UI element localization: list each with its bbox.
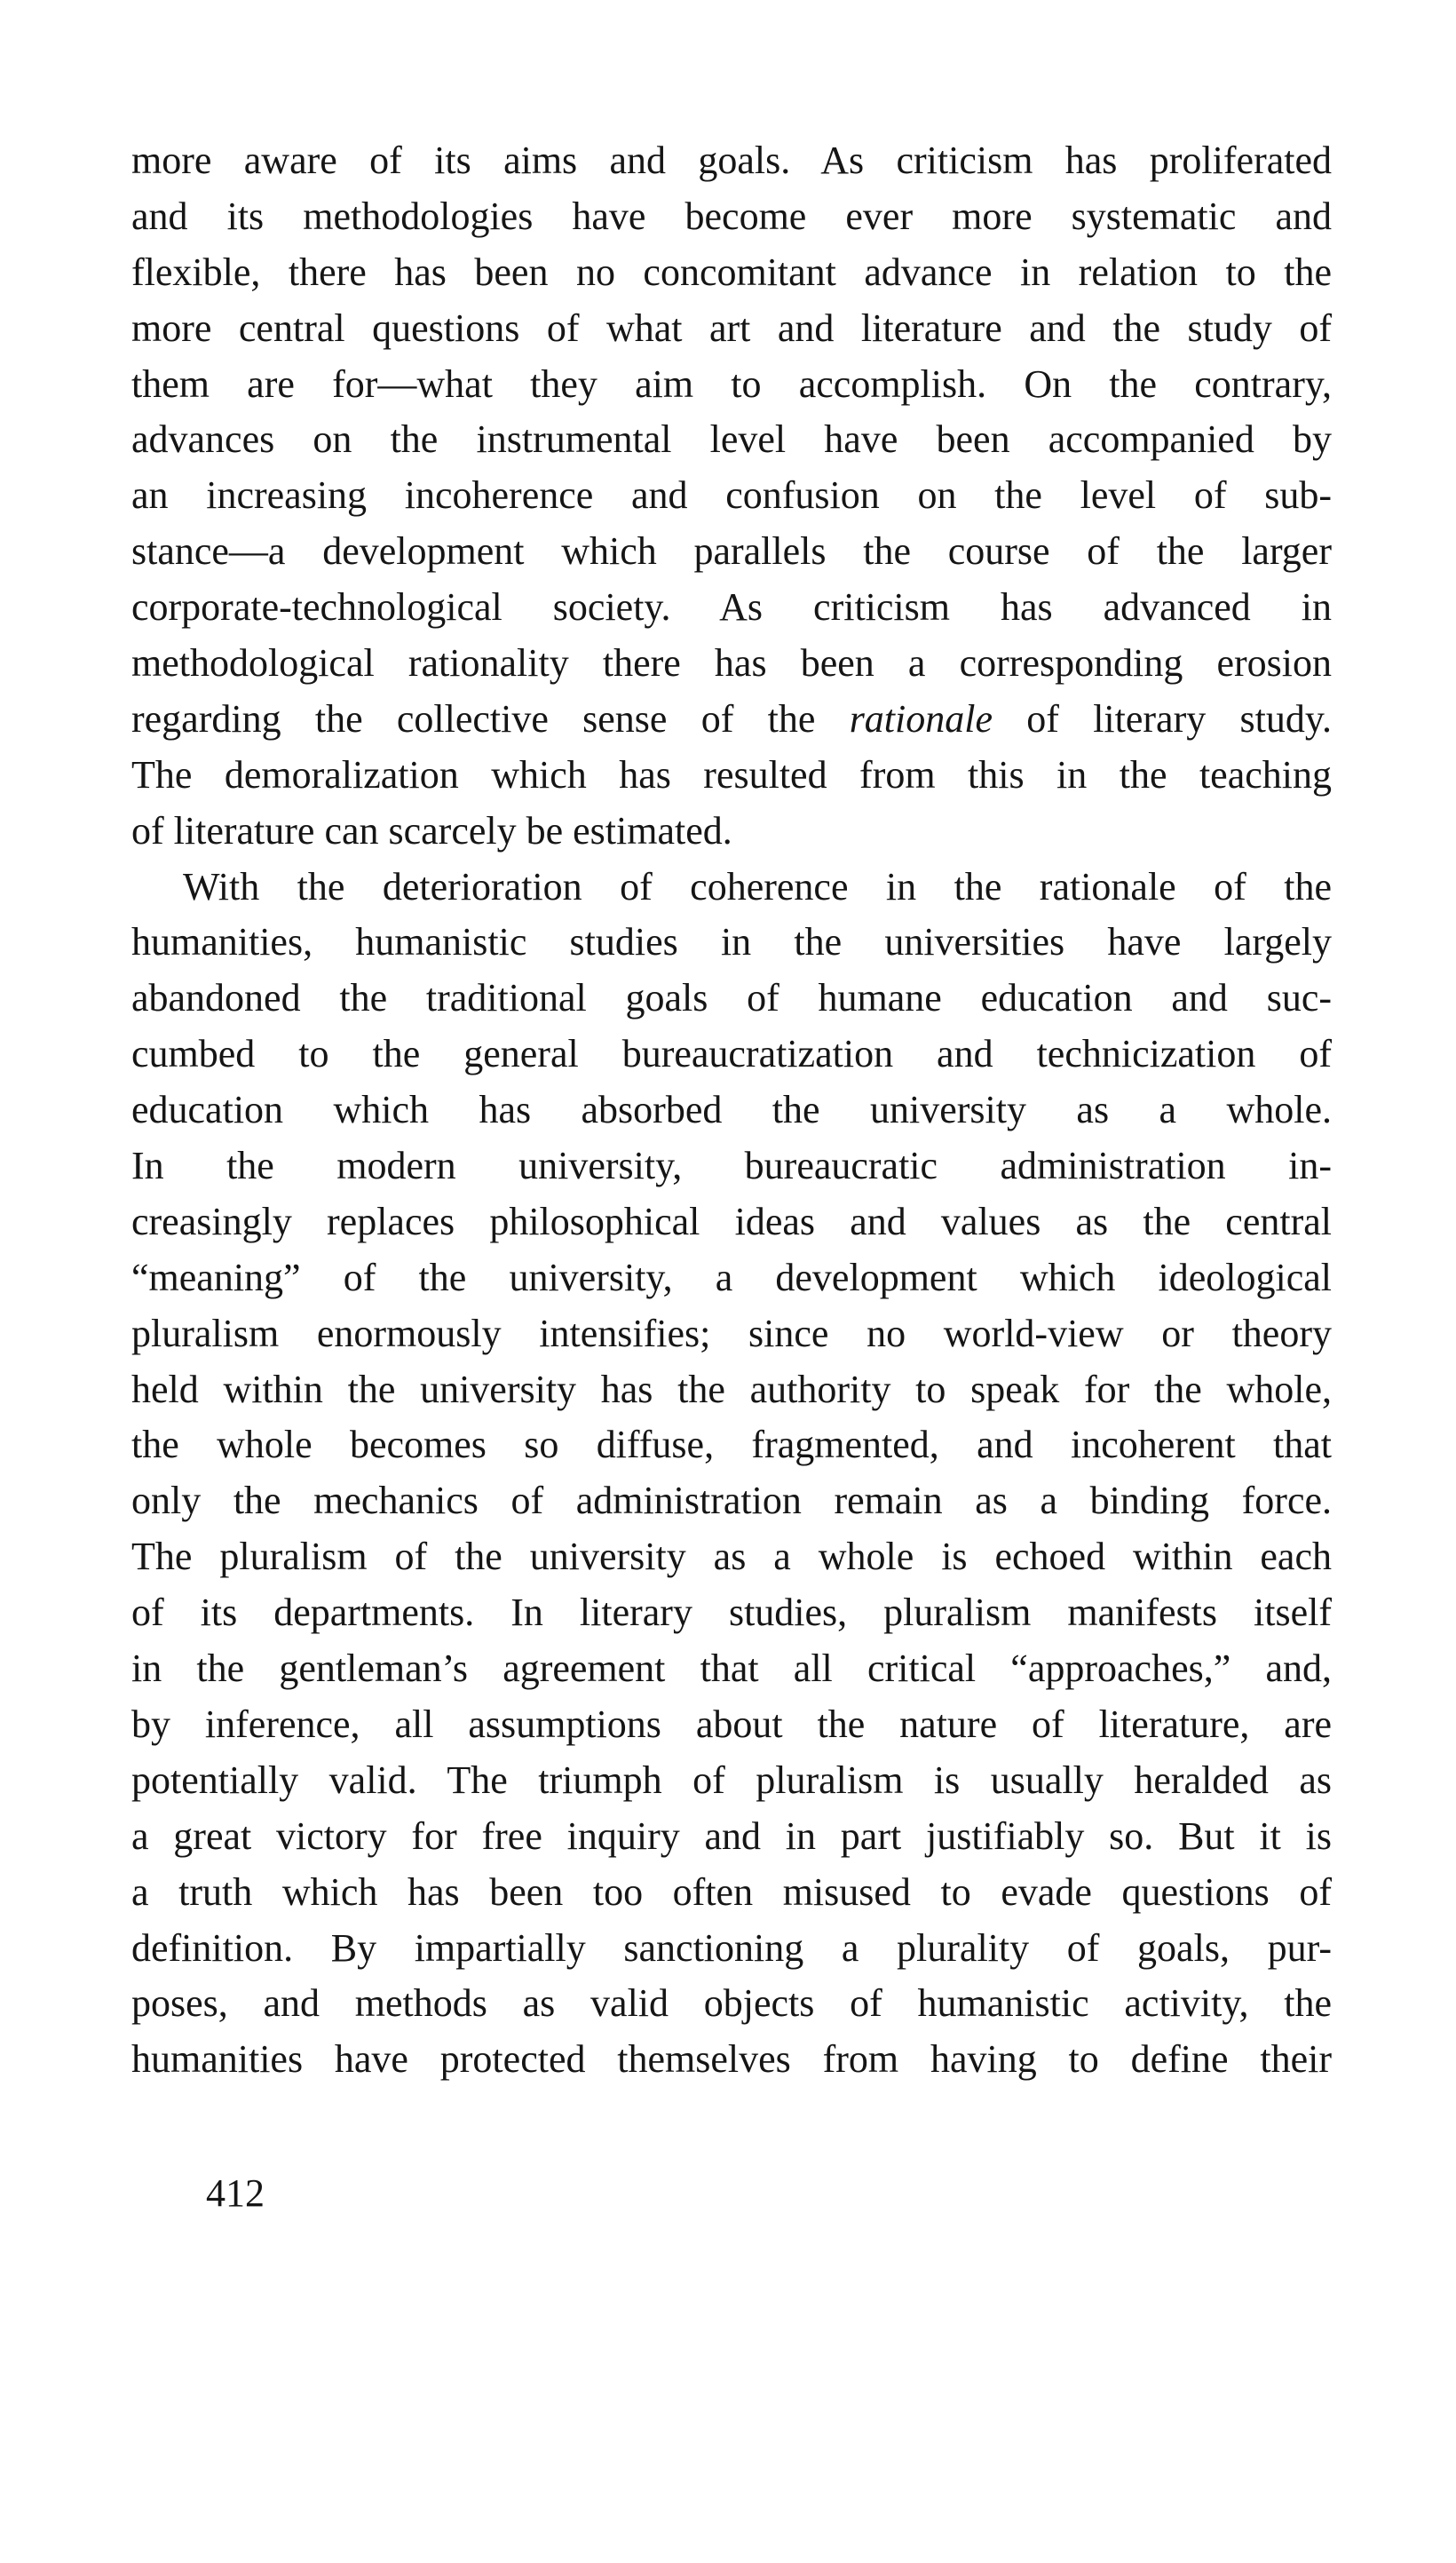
text-line: a truth which has been too often misused to evade questions of (131, 1869, 1332, 1914)
text-line: potentially valid. The triumph of pluralism is usually heralded as (131, 1758, 1332, 1802)
text-line: and its methodologies have become ever more systematic and (131, 194, 1332, 238)
text-line: more aware of its aims and goals. As criticism has proliferated (131, 139, 1332, 182)
text-line: methodological rationality there has been a corresponding erosion (131, 641, 1332, 686)
text-line: poses, and methods as valid objects of humanistic activity, the (131, 1981, 1332, 2026)
body-text (131, 133, 1332, 2088)
text-line: in the gentleman’s agreement that all critical “approaches,” and, (131, 1647, 1332, 1691)
text-line: of literature can scarcely be estimated. (131, 808, 732, 853)
text-run: of literary study. (993, 696, 1332, 741)
text-line: With the deterioration of coherence in the rationale of the (183, 864, 1332, 909)
italic-term: rationale (849, 696, 993, 741)
text-line: cumbed to the general bureaucratization and technicization of (131, 1032, 1332, 1076)
text-line: In the modern university, bureaucratic administration in- (131, 1144, 1332, 1188)
text-line: humanities, humanistic studies in the universities have largely (131, 920, 1332, 964)
text-line (131, 692, 1332, 748)
text-line: education which has absorbed the university as a whole. (131, 1088, 1332, 1132)
text-line: pluralism enormously intensifies; since no world-view or theory (131, 1311, 1332, 1355)
text-line: creasingly replaces philosophical ideas and values as the central (131, 1199, 1332, 1243)
text-line: held within the university has the authority to speak for the whole, (131, 1367, 1332, 1411)
text-line: of its departments. In literary studies, pluralism manifests itself (131, 1591, 1332, 1635)
text-line: definition. By impartially sanctioning a plurality of goals, pur- (131, 1925, 1332, 1970)
text-line: an increasing incoherence and confusion on the level of sub- (131, 473, 1332, 518)
text-line: more central questions of what art and literature and the study of (131, 305, 1332, 350)
text-line: The pluralism of the university as a whole is echoed within each (131, 1535, 1332, 1579)
text-line: advances on the instrumental level have been accompanied by (131, 417, 1332, 462)
text-line: by inference, all assumptions about the nature of literature, are (131, 1702, 1332, 1746)
text-run: regarding the collective sense of the (131, 696, 850, 741)
text-line: only the mechanics of administration remain as a binding force. (131, 1479, 1332, 1523)
text-line: the whole becomes so diffuse, fragmented, and incoherent that (131, 1423, 1332, 1467)
text-line: corporate-technological society. As criticism has advanced in (131, 585, 1332, 630)
page-number: 412 (206, 2171, 265, 2215)
text-line: flexible, there has been no concomitant advance in relation to the (131, 250, 1332, 294)
text-line: “meaning” of the university, a development which ideological (131, 1255, 1332, 1299)
text-line: The demoralization which has resulted from this in the teaching (131, 752, 1332, 797)
text-line: a great victory for free inquiry and in part justifiably so. But it is (131, 1813, 1332, 1858)
text-line: abandoned the traditional goals of humane education and suc- (131, 976, 1332, 1020)
text-line: humanities have protected themselves from having to define their (131, 2037, 1332, 2082)
text-line: them are for—what they aim to accomplish. On the contrary, (131, 361, 1332, 406)
text-line: stance—a development which parallels the course of the larger (131, 529, 1332, 574)
paragraph-1 (131, 133, 1332, 860)
paragraph-2 (131, 860, 1332, 2089)
